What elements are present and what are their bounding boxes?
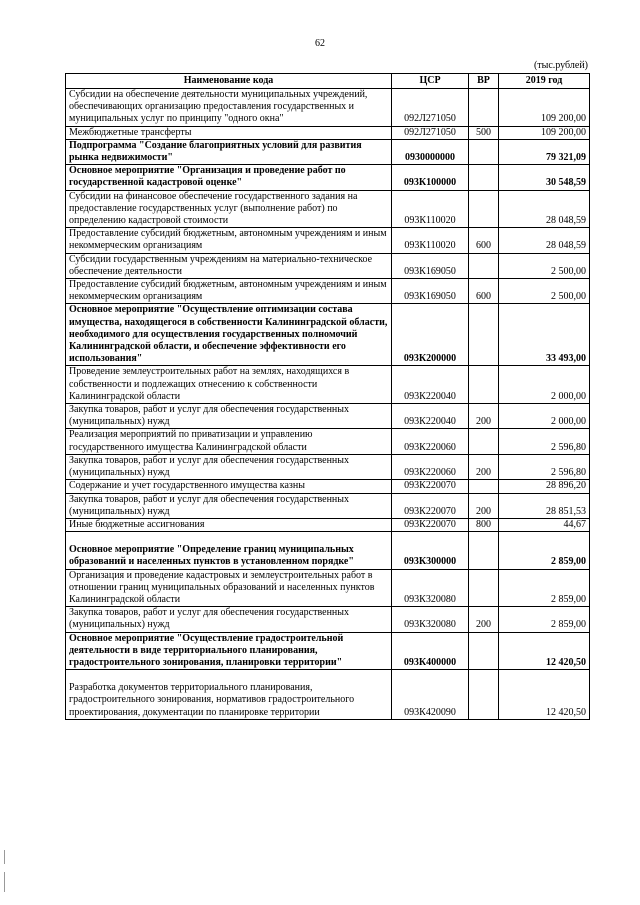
row-name: Основное мероприятие "Определение границ муниципальных образований и населенных пунктов в установленном порядке" (66, 532, 392, 569)
row-sum: 2 500,00 (499, 253, 590, 278)
row-name: Основное мероприятие "Осуществление оптимизации состава имущества, находящегося в собственности Калининградской области, необходимого для осуществления государственных полномочий Калининградской области, и обеспечение эффективности его использования" (66, 304, 392, 366)
row-csr: 093К100000 (392, 165, 469, 190)
row-csr: 093К320080 (392, 607, 469, 632)
row-csr: 0930000000 (392, 139, 469, 164)
table-row (66, 493, 590, 518)
row-sum: 109 200,00 (499, 126, 590, 139)
row-name: Основное мероприятие "Организация и проведение работ по государственной кадастровой оценке" (66, 165, 392, 190)
row-sum: 12 420,50 (499, 670, 590, 720)
row-sum: 2 596,80 (499, 454, 590, 479)
row-vr: 200 (469, 493, 499, 518)
table-row (66, 454, 590, 479)
row-csr: 093К300000 (392, 532, 469, 569)
row-vr: 200 (469, 607, 499, 632)
row-csr: 093К220060 (392, 429, 469, 454)
row-vr: 600 (469, 228, 499, 253)
row-name: Субсидии государственным учреждениям на материально-техническое обеспечение деятельности (66, 253, 392, 278)
row-vr: 200 (469, 454, 499, 479)
row-sum: 28 851,53 (499, 493, 590, 518)
row-csr: 093К169050 (392, 253, 469, 278)
row-name: Иные бюджетные ассигнования (66, 518, 392, 531)
row-vr: 500 (469, 126, 499, 139)
row-name: Межбюджетные трансферты (66, 126, 392, 139)
row-vr: 800 (469, 518, 499, 531)
row-csr: 093К220040 (392, 404, 469, 429)
row-vr (469, 670, 499, 720)
row-vr (469, 253, 499, 278)
row-csr: 093К220060 (392, 454, 469, 479)
row-sum: 33 493,00 (499, 304, 590, 366)
row-sum: 12 420,50 (499, 632, 590, 670)
row-name: Реализация мероприятий по приватизации и управлению государственного имущества Калининградской области (66, 429, 392, 454)
table-row (66, 366, 590, 404)
table-row (66, 632, 590, 670)
table-row (66, 89, 590, 127)
row-sum: 2 596,80 (499, 429, 590, 454)
row-sum: 2 859,00 (499, 607, 590, 632)
row-vr (469, 165, 499, 190)
row-vr (469, 139, 499, 164)
row-csr: 093К420090 (392, 670, 469, 720)
row-name: Основное мероприятие "Осуществление градостроительной деятельности в виде территориального планирования, градостроительного зонирования, планировки территории" (66, 632, 392, 670)
table-row (66, 279, 590, 304)
header-vr: ВР (469, 74, 499, 89)
table-row (66, 670, 590, 720)
row-name: Проведение землеустроительных работ на землях, находящихся в собственности и подлежащих отнесению к собственности Калининградской области (66, 366, 392, 404)
row-vr (469, 429, 499, 454)
header-csr: ЦСР (392, 74, 469, 89)
row-vr (469, 569, 499, 607)
table-row (66, 304, 590, 366)
row-vr (469, 304, 499, 366)
row-vr (469, 480, 499, 493)
row-vr (469, 632, 499, 670)
row-sum: 28 896,20 (499, 480, 590, 493)
row-name: Разработка документов территориального планирования, градостроительного зонирования, нормативов градостроительного проектирования, документации по планировке территории (66, 670, 392, 720)
row-csr: 092Л271050 (392, 126, 469, 139)
margin-mark (4, 872, 5, 892)
row-vr: 200 (469, 404, 499, 429)
row-name: Закупка товаров, работ и услуг для обеспечения государственных (муниципальных) нужд (66, 607, 392, 632)
row-sum: 2 500,00 (499, 279, 590, 304)
row-vr (469, 366, 499, 404)
row-sum: 28 048,59 (499, 190, 590, 228)
row-name: Закупка товаров, работ и услуг для обеспечения государственных (муниципальных) нужд (66, 404, 392, 429)
row-csr: 093К169050 (392, 279, 469, 304)
page-number: 62 (315, 38, 325, 49)
table-row (66, 569, 590, 607)
row-csr: 093К220070 (392, 480, 469, 493)
row-sum: 2 859,00 (499, 569, 590, 607)
row-csr: 093К400000 (392, 632, 469, 670)
row-sum: 109 200,00 (499, 89, 590, 127)
table-row (66, 404, 590, 429)
budget-table (65, 73, 590, 720)
row-sum: 28 048,59 (499, 228, 590, 253)
header-sum: 2019 год (499, 74, 590, 89)
table-row (66, 532, 590, 569)
row-sum: 44,67 (499, 518, 590, 531)
table-row (66, 139, 590, 164)
row-sum: 30 548,59 (499, 165, 590, 190)
table-row (66, 228, 590, 253)
header-name: Наименование кода (66, 74, 392, 89)
row-sum: 79 321,09 (499, 139, 590, 164)
row-csr: 092Л271050 (392, 89, 469, 127)
table-row (66, 253, 590, 278)
row-name: Организация и проведение кадастровых и землеустроительных работ в отношении границ муниципальных образований и населенных пунктов Калининградской области (66, 569, 392, 607)
row-vr (469, 89, 499, 127)
table-row (66, 518, 590, 531)
row-csr: 093К320080 (392, 569, 469, 607)
table-row (66, 165, 590, 190)
row-csr: 093К220070 (392, 493, 469, 518)
row-csr: 093К110020 (392, 228, 469, 253)
unit-note: (тыс.рублей) (533, 60, 588, 71)
row-sum: 2 859,00 (499, 532, 590, 569)
row-sum: 2 000,00 (499, 404, 590, 429)
row-csr: 093К200000 (392, 304, 469, 366)
row-csr: 093К220040 (392, 366, 469, 404)
row-vr (469, 532, 499, 569)
table-row (66, 429, 590, 454)
row-name: Предоставление субсидий бюджетным, автономным учреждениям и иным некоммерческим организациям (66, 228, 392, 253)
row-name: Закупка товаров, работ и услуг для обеспечения государственных (муниципальных) нужд (66, 454, 392, 479)
table-row (66, 480, 590, 493)
row-name: Подпрограмма "Создание благоприятных условий для развития рынка недвижимости" (66, 139, 392, 164)
row-csr: 093К110020 (392, 190, 469, 228)
row-vr (469, 190, 499, 228)
table-header-row (66, 74, 590, 89)
row-name: Субсидии на обеспечение деятельности муниципальных учреждений, обеспечивающих организацию предоставления государственных и муниципальных услуг по принципу "одного окна" (66, 89, 392, 127)
row-vr: 600 (469, 279, 499, 304)
table-row (66, 190, 590, 228)
row-name: Предоставление субсидий бюджетным, автономным учреждениям и иным некоммерческим организациям (66, 279, 392, 304)
table-row (66, 126, 590, 139)
row-name: Субсидии на финансовое обеспечение государственного задания на предоставление государственных услуг (выполнение работ) по определению кадастровой стоимости (66, 190, 392, 228)
row-name: Закупка товаров, работ и услуг для обеспечения государственных (муниципальных) нужд (66, 493, 392, 518)
margin-mark (4, 850, 5, 864)
row-sum: 2 000,00 (499, 366, 590, 404)
table-row (66, 607, 590, 632)
row-csr: 093К220070 (392, 518, 469, 531)
row-name: Содержание и учет государственного имущества казны (66, 480, 392, 493)
